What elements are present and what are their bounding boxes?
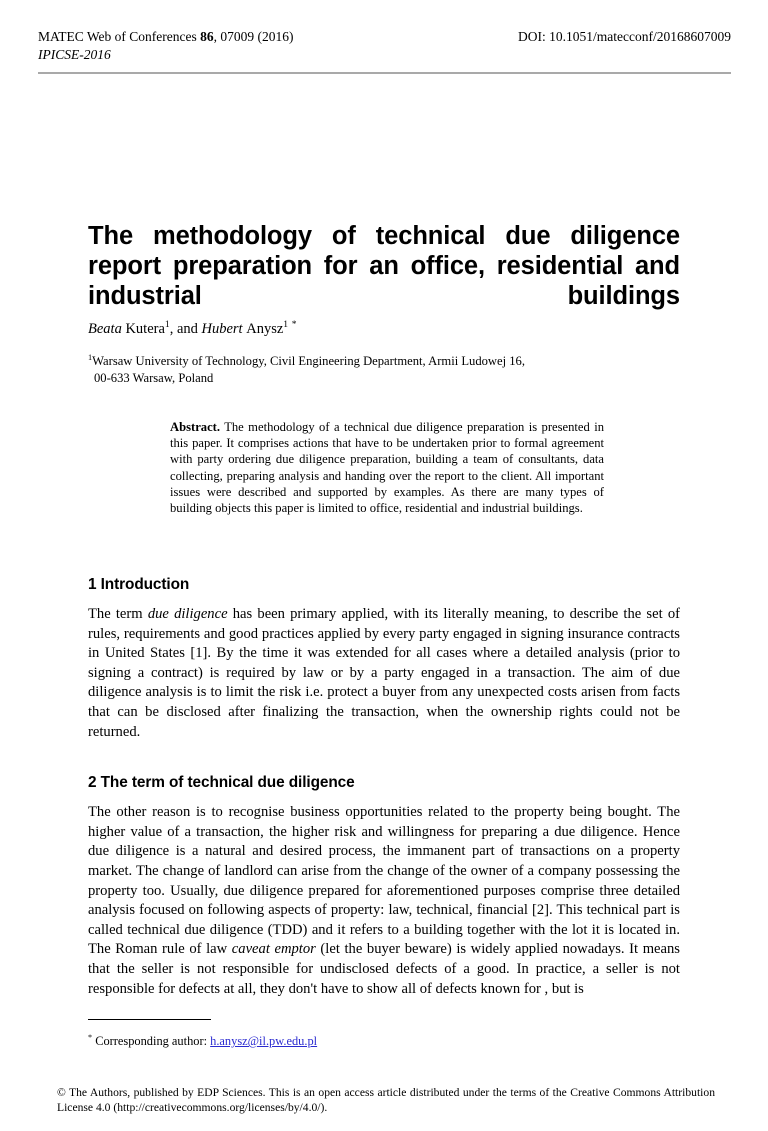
intro-text-part-2: has been primary applied, with its literally meaning, to describe the set of rules, requirements and good practices applied by every party engaged in signing insurance contracts in United States [1]. By the time it was extended for all cases where a detailed analysis (prior to signing a contract) is required by law or by a party engaged in a transaction. The aim of due diligence analysis is to limit the risk i.e. protect a buyer from any unexpected costs arisen from facts that can be disclosed after finalizing the transaction, when the ownership rights could not be returned.: [88, 606, 680, 740]
corresponding-author-email-link[interactable]: h.anysz@il.pw.edu.pl: [210, 1034, 318, 1048]
intro-italic-term: due diligence: [147, 606, 228, 622]
author-list: [88, 320, 680, 339]
affiliation-line-2: 00-633 Warsaw, Poland: [94, 371, 214, 385]
paragraph-introduction: [88, 605, 680, 742]
section-heading-introduction: 1 Introduction: [88, 576, 190, 593]
page-title: The methodology of technical due diligence report preparation for an office, residential and industrial buildings: [88, 222, 680, 311]
author-separator: , and: [169, 321, 202, 337]
author-2-lastname: Anysz: [246, 321, 284, 337]
copyright-notice: © The Authors, published by EDP Sciences. This is an open access article distributed under the terms of the Creative Commons Attribution License 4.0 (http://creativecommons.org/licenses/by/4.0/).: [57, 1086, 715, 1114]
affiliation: [88, 353, 680, 387]
abstract-text: The methodology of a technical due diligence preparation is presented in this paper. It comprises actions that have to be undertaken prior to formal agreement with party ordering due diligence preparation, building a team of consultants, data collecting, preparing analysis and handing over the report to the client. All important issues were described and supported by examples. As there are many types of building objects this paper is limited to office, residential and industrial buildings.: [170, 420, 604, 516]
author-1-lastname: Kutera: [125, 321, 165, 337]
journal-citation: [38, 28, 294, 45]
affiliation-line-1: Warsaw University of Technology, Civil Engineering Department, Armii Ludowej 16,: [92, 354, 526, 368]
author-1-affiliation-marker: 1: [164, 319, 170, 331]
article-body: [88, 575, 680, 999]
abstract-label: Abstract.: [170, 420, 221, 434]
paragraph-term: [88, 803, 680, 999]
corresponding-author-marker: *: [291, 319, 297, 331]
footnote-label: Corresponding author:: [92, 1034, 211, 1048]
section-heading-term: 2 The term of technical due diligence: [88, 774, 355, 792]
journal-volume: 86: [200, 29, 214, 44]
author-2-firstname: Hubert: [201, 321, 243, 337]
header-divider: [38, 72, 731, 74]
journal-name: MATEC Web of Conferences: [38, 29, 201, 44]
author-2-affiliation-marker: 1: [283, 319, 289, 331]
doi-text: DOI: 10.1051/matecconf/20168607009: [518, 29, 731, 44]
term-text-part-1: The other reason is to recognise business opportunities related to the property being bought. The higher value of a transaction, the higher risk and willingness for preparing a due diligence. Hence due diligence is a natural and desired process, the immanent part of transactions on a property market. The change of landlord can arise from the change of the owner of a company possessing the property too. Usually, due diligence prepared for aforementioned purposes comprise three detailed analysis focused on following aspects of property: law, technical, financial [2]. This technical part is called technical due diligence (TDD) and it refers to a building together with the lot it is located in. The Roman rule of law: [88, 804, 680, 958]
running-head-row: [38, 28, 731, 45]
footnote-marker: *: [88, 1032, 93, 1042]
running-head: [38, 28, 731, 64]
affiliation-marker: 1: [88, 352, 93, 362]
abstract: [170, 419, 604, 516]
footnote-divider: [88, 1019, 211, 1020]
intro-text-part-1: The term: [88, 606, 148, 622]
conference-name: IPICSE-2016: [38, 47, 111, 62]
term-text-part-2: (let the buyer beware) is widely applied nowadays. It means that the seller is not responsible for undisclosed defects of a good. In practice, a seller is not responsible for defects at all, they don't have to show all of defects known for , but is: [88, 941, 680, 997]
journal-issue: , 07009 (2016): [213, 29, 294, 44]
footnote: [88, 1033, 680, 1049]
author-1-firstname: Beata: [88, 321, 122, 337]
term-italic-phrase: caveat emptor: [231, 941, 316, 958]
